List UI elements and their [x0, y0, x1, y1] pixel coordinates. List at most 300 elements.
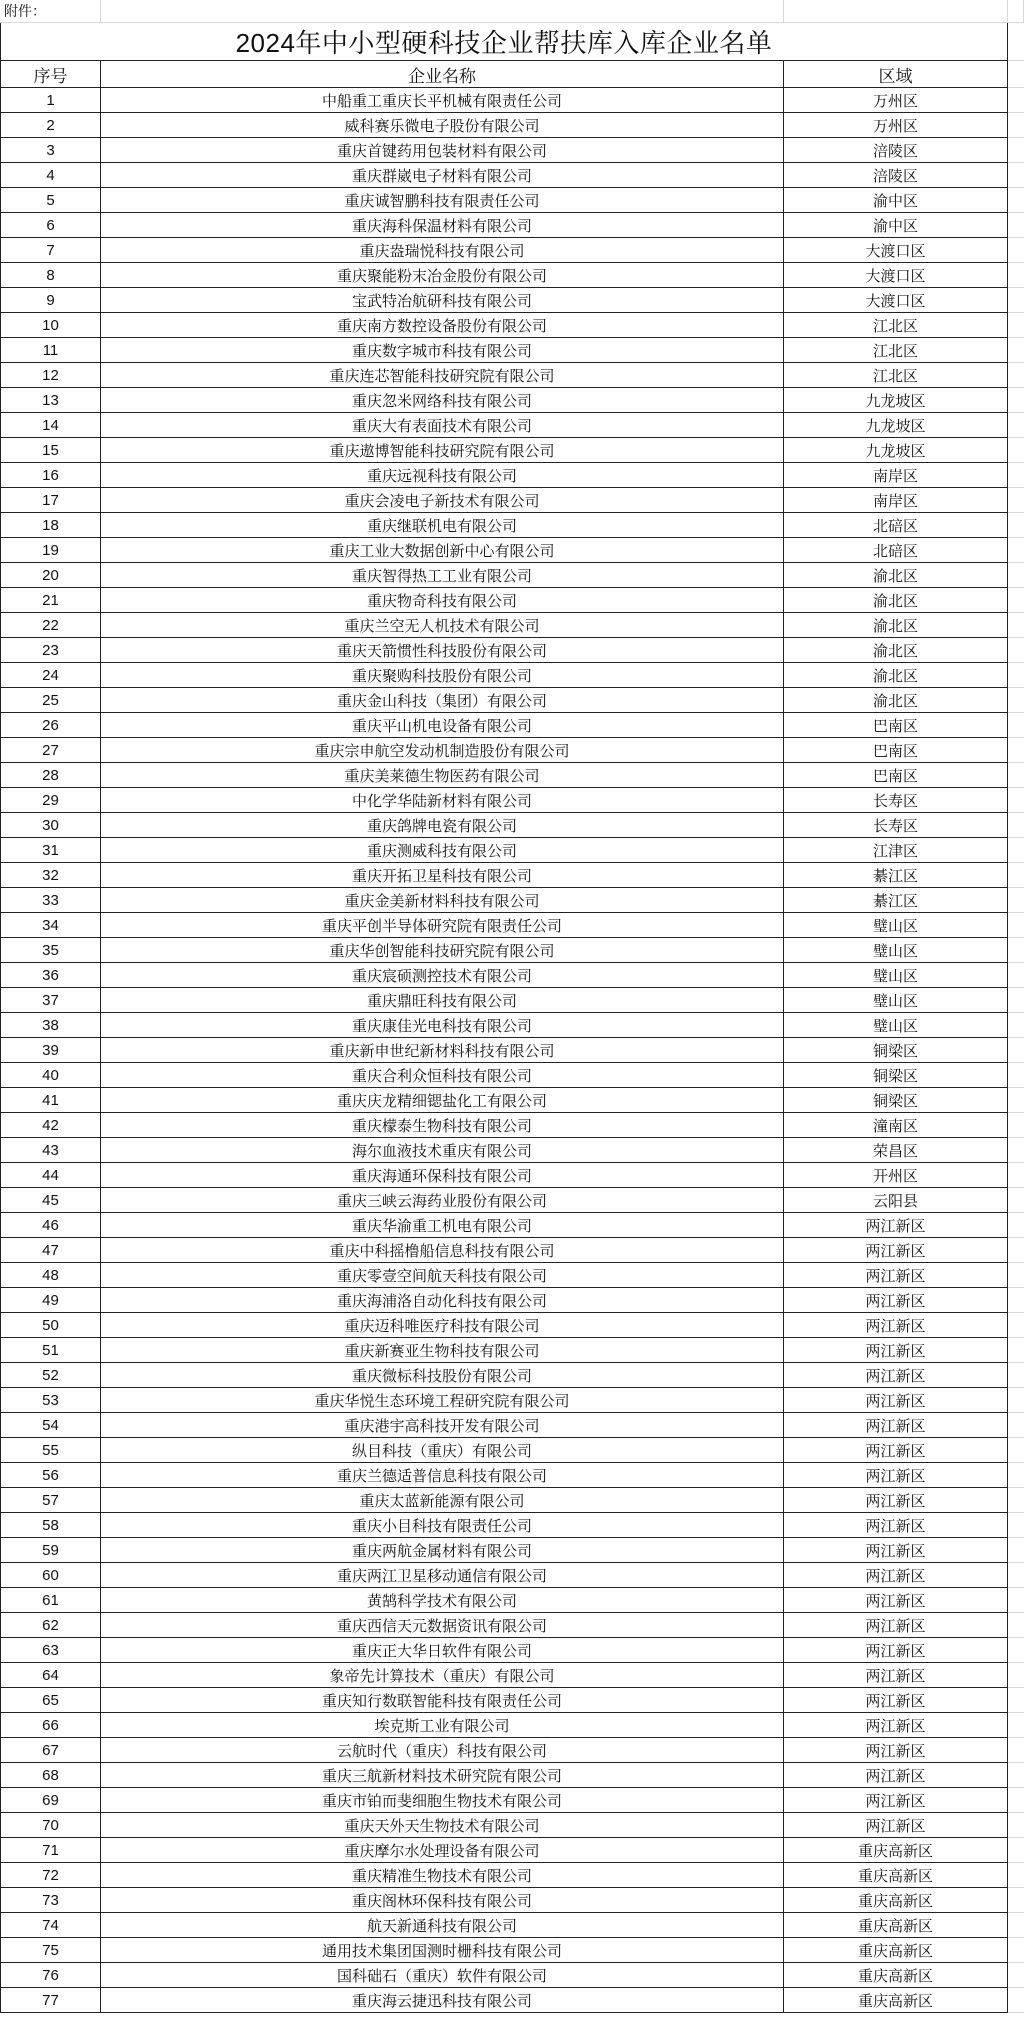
table-row: [0, 288, 1024, 313]
region-cell: 两江新区: [784, 1688, 1008, 1713]
company-name-cell: 重庆康佳光电科技有限公司: [101, 1013, 784, 1038]
table-row: [0, 888, 1024, 913]
company-name-cell: 重庆会凌电子新技术有限公司: [101, 488, 784, 513]
table-row: [0, 1738, 1024, 1763]
company-name-cell: 重庆三峡云海药业股份有限公司: [101, 1188, 784, 1213]
row-number-cell: 18: [0, 513, 101, 538]
attachment-label: 附件：: [0, 0, 101, 23]
empty-cell: [1008, 888, 1024, 913]
row-number-cell: 31: [0, 838, 101, 863]
row-number-cell: 34: [0, 913, 101, 938]
empty-cell: [1008, 538, 1024, 563]
row-number-cell: 26: [0, 713, 101, 738]
region-cell: 九龙坡区: [784, 413, 1008, 438]
company-name-cell: 重庆忽米网络科技有限公司: [101, 388, 784, 413]
region-cell: 两江新区: [784, 1363, 1008, 1388]
row-number-cell: 69: [0, 1788, 101, 1813]
table-row: [0, 1413, 1024, 1438]
row-number-cell: 76: [0, 1963, 101, 1988]
company-name-cell: 威科赛乐微电子股份有限公司: [101, 113, 784, 138]
company-name-cell: 重庆群崴电子材料有限公司: [101, 163, 784, 188]
empty-cell: [1008, 938, 1024, 963]
region-cell: 渝中区: [784, 213, 1008, 238]
table-row: [0, 1163, 1024, 1188]
table-row: [0, 1838, 1024, 1863]
empty-cell: [1008, 738, 1024, 763]
region-cell: 江北区: [784, 363, 1008, 388]
empty-cell: [1008, 1538, 1024, 1563]
region-cell: 渝北区: [784, 688, 1008, 713]
empty-cell: [1008, 188, 1024, 213]
company-name-cell: 重庆零壹空间航天科技有限公司: [101, 1263, 784, 1288]
table-row: [0, 313, 1024, 338]
row-number-cell: 16: [0, 463, 101, 488]
region-cell: 重庆高新区: [784, 1913, 1008, 1938]
empty-cell: [1008, 588, 1024, 613]
table-row: [0, 1438, 1024, 1463]
row-number-cell: 5: [0, 188, 101, 213]
empty-cell: [1008, 238, 1024, 263]
company-name-cell: 重庆远视科技有限公司: [101, 463, 784, 488]
empty-cell: [1008, 988, 1024, 1013]
region-cell: 两江新区: [784, 1513, 1008, 1538]
company-name-cell: 重庆新赛亚生物科技有限公司: [101, 1338, 784, 1363]
empty-cell: [1008, 813, 1024, 838]
row-number-cell: 77: [0, 1988, 101, 2013]
company-name-cell: 重庆鸽牌电瓷有限公司: [101, 813, 784, 838]
empty-cell: [1008, 1163, 1024, 1188]
table-row: [0, 513, 1024, 538]
row-number-cell: 27: [0, 738, 101, 763]
empty-cell: [1008, 913, 1024, 938]
company-name-cell: 重庆大有表面技术有限公司: [101, 413, 784, 438]
region-cell: 两江新区: [784, 1288, 1008, 1313]
empty-cell: [1008, 163, 1024, 188]
empty-cell: [1008, 963, 1024, 988]
empty-cell: [1008, 23, 1024, 61]
region-cell: 綦江区: [784, 888, 1008, 913]
region-cell: 渝北区: [784, 563, 1008, 588]
empty-cell: [1008, 1288, 1024, 1313]
row-number-cell: 1: [0, 88, 101, 113]
company-name-cell: 重庆两航金属材料有限公司: [101, 1538, 784, 1563]
company-name-cell: 云航时代（重庆）科技有限公司: [101, 1738, 784, 1763]
company-name-cell: 重庆工业大数据创新中心有限公司: [101, 538, 784, 563]
table-row: [0, 1563, 1024, 1588]
table-row: [0, 388, 1024, 413]
company-name-cell: 重庆宸硕测控技术有限公司: [101, 963, 784, 988]
empty-cell: [1008, 1013, 1024, 1038]
table-row: [0, 488, 1024, 513]
region-cell: 两江新区: [784, 1538, 1008, 1563]
company-name-cell: 重庆兰空无人机技术有限公司: [101, 613, 784, 638]
row-number-cell: 58: [0, 1513, 101, 1538]
row-number-cell: 46: [0, 1213, 101, 1238]
region-cell: 两江新区: [784, 1338, 1008, 1363]
company-name-cell: 重庆美莱德生物医药有限公司: [101, 763, 784, 788]
table-row: [0, 1988, 1024, 2013]
table-row: [0, 413, 1024, 438]
region-cell: 荣昌区: [784, 1138, 1008, 1163]
region-cell: 两江新区: [784, 1413, 1008, 1438]
company-name-cell: 重庆测威科技有限公司: [101, 838, 784, 863]
row-number-cell: 29: [0, 788, 101, 813]
row-number-cell: 60: [0, 1563, 101, 1588]
row-number-cell: 51: [0, 1338, 101, 1363]
empty-cell: [1008, 1438, 1024, 1463]
table-row: [0, 1088, 1024, 1113]
table-row: [0, 863, 1024, 888]
empty-cell: [1008, 1563, 1024, 1588]
table-row: [0, 1513, 1024, 1538]
row-number-cell: 55: [0, 1438, 101, 1463]
empty-cell: [1008, 1138, 1024, 1163]
region-cell: 重庆高新区: [784, 1988, 1008, 2013]
company-name-cell: 重庆两江卫星移动通信有限公司: [101, 1563, 784, 1588]
empty-cell: [1008, 663, 1024, 688]
region-cell: 渝北区: [784, 638, 1008, 663]
table-row: [0, 1913, 1024, 1938]
region-cell: 涪陵区: [784, 163, 1008, 188]
row-number-cell: 42: [0, 1113, 101, 1138]
region-cell: 璧山区: [784, 913, 1008, 938]
region-cell: 两江新区: [784, 1388, 1008, 1413]
region-cell: 两江新区: [784, 1238, 1008, 1263]
company-name-cell: 重庆物奇科技有限公司: [101, 588, 784, 613]
company-name-cell: 重庆檬泰生物科技有限公司: [101, 1113, 784, 1138]
empty-cell: [1008, 688, 1024, 713]
company-name-cell: 重庆海通环保科技有限公司: [101, 1163, 784, 1188]
attachment-row: [0, 0, 1024, 23]
table-row: [0, 613, 1024, 638]
region-cell: 江北区: [784, 338, 1008, 363]
row-number-cell: 56: [0, 1463, 101, 1488]
company-name-cell: 重庆宗申航空发动机制造股份有限公司: [101, 738, 784, 763]
company-name-cell: 纵目科技（重庆）有限公司: [101, 1438, 784, 1463]
empty-cell: [1008, 213, 1024, 238]
table-row: [0, 813, 1024, 838]
region-cell: 铜梁区: [784, 1063, 1008, 1088]
empty-cell: [1008, 438, 1024, 463]
table-row: [0, 1638, 1024, 1663]
row-number-cell: 19: [0, 538, 101, 563]
company-name-cell: 重庆海云捷迅科技有限公司: [101, 1988, 784, 2013]
row-number-cell: 21: [0, 588, 101, 613]
empty-cell: [1008, 1313, 1024, 1338]
row-number-cell: 32: [0, 863, 101, 888]
row-number-cell: 10: [0, 313, 101, 338]
company-name-cell: 海尔血液技术重庆有限公司: [101, 1138, 784, 1163]
region-cell: 璧山区: [784, 938, 1008, 963]
region-cell: 两江新区: [784, 1813, 1008, 1838]
region-cell: 重庆高新区: [784, 1938, 1008, 1963]
table-row: [0, 1488, 1024, 1513]
region-cell: 璧山区: [784, 963, 1008, 988]
row-number-cell: 74: [0, 1913, 101, 1938]
header-index: 序号: [0, 61, 101, 88]
row-number-cell: 25: [0, 688, 101, 713]
row-number-cell: 65: [0, 1688, 101, 1713]
row-number-cell: 8: [0, 263, 101, 288]
company-name-cell: 重庆精准生物技术有限公司: [101, 1863, 784, 1888]
region-cell: 两江新区: [784, 1663, 1008, 1688]
row-number-cell: 40: [0, 1063, 101, 1088]
company-name-cell: 重庆海浦洛自动化科技有限公司: [101, 1288, 784, 1313]
company-name-cell: 通用技术集团国测时栅科技有限公司: [101, 1938, 784, 1963]
company-name-cell: 重庆三航新材料技术研究院有限公司: [101, 1763, 784, 1788]
table-row: [0, 113, 1024, 138]
region-cell: 北碚区: [784, 513, 1008, 538]
empty-cell: [1008, 288, 1024, 313]
region-cell: 万州区: [784, 113, 1008, 138]
empty-cell: [1008, 1888, 1024, 1913]
row-number-cell: 71: [0, 1838, 101, 1863]
region-cell: 长寿区: [784, 813, 1008, 838]
empty-cell: [1008, 1988, 1024, 2013]
company-name-cell: 重庆合利众恒科技有限公司: [101, 1063, 784, 1088]
table-row: [0, 1063, 1024, 1088]
empty-cell: [1008, 1863, 1024, 1888]
row-number-cell: 17: [0, 488, 101, 513]
table-row: [0, 788, 1024, 813]
region-cell: 两江新区: [784, 1263, 1008, 1288]
company-name-cell: 重庆港宇高科技开发有限公司: [101, 1413, 784, 1438]
table-row: [0, 88, 1024, 113]
row-number-cell: 11: [0, 338, 101, 363]
table-row: [0, 1813, 1024, 1838]
table-row: [0, 1588, 1024, 1613]
company-name-cell: 重庆金山科技（集团）有限公司: [101, 688, 784, 713]
company-name-cell: 重庆天箭惯性科技股份有限公司: [101, 638, 784, 663]
row-number-cell: 36: [0, 963, 101, 988]
company-name-cell: 重庆智得热工工业有限公司: [101, 563, 784, 588]
empty-cell: [1008, 1813, 1024, 1838]
table-row: [0, 713, 1024, 738]
row-number-cell: 6: [0, 213, 101, 238]
row-number-cell: 52: [0, 1363, 101, 1388]
empty-cell: [1008, 638, 1024, 663]
company-name-cell: 国科础石（重庆）软件有限公司: [101, 1963, 784, 1988]
region-cell: 重庆高新区: [784, 1863, 1008, 1888]
empty-cell: [1008, 488, 1024, 513]
empty-cell: [1008, 138, 1024, 163]
empty-cell: [1008, 88, 1024, 113]
region-cell: 渝中区: [784, 188, 1008, 213]
company-name-cell: 中船重工重庆长平机械有限责任公司: [101, 88, 784, 113]
row-number-cell: 68: [0, 1763, 101, 1788]
table-row: [0, 1613, 1024, 1638]
empty-cell: [1008, 1363, 1024, 1388]
empty-cell: [1008, 1763, 1024, 1788]
company-name-cell: 重庆小目科技有限责任公司: [101, 1513, 784, 1538]
company-name-cell: 重庆迈科唯医疗科技有限公司: [101, 1313, 784, 1338]
empty-cell: [1008, 1038, 1024, 1063]
table-row: [0, 138, 1024, 163]
company-name-cell: 重庆连芯智能科技研究院有限公司: [101, 363, 784, 388]
row-number-cell: 50: [0, 1313, 101, 1338]
company-name-cell: 中化学华陆新材料有限公司: [101, 788, 784, 813]
company-name-cell: 重庆新申世纪新材料科技有限公司: [101, 1038, 784, 1063]
empty-cell: [1008, 1788, 1024, 1813]
row-number-cell: 30: [0, 813, 101, 838]
company-name-cell: 重庆聚购科技股份有限公司: [101, 663, 784, 688]
empty-cell: [1008, 1938, 1024, 1963]
table-row: [0, 1138, 1024, 1163]
region-cell: 南岸区: [784, 463, 1008, 488]
empty-cell: [1008, 1213, 1024, 1238]
row-number-cell: 28: [0, 763, 101, 788]
empty-cell: [1008, 388, 1024, 413]
row-number-cell: 62: [0, 1613, 101, 1638]
row-number-cell: 33: [0, 888, 101, 913]
row-number-cell: 38: [0, 1013, 101, 1038]
row-number-cell: 61: [0, 1588, 101, 1613]
empty-cell: [1008, 1613, 1024, 1638]
table-row: [0, 1188, 1024, 1213]
table-row: [0, 463, 1024, 488]
empty-cell: [1008, 413, 1024, 438]
row-number-cell: 9: [0, 288, 101, 313]
table-row: [0, 738, 1024, 763]
region-cell: 重庆高新区: [784, 1838, 1008, 1863]
empty-cell: [1008, 1413, 1024, 1438]
row-number-cell: 23: [0, 638, 101, 663]
region-cell: 潼南区: [784, 1113, 1008, 1138]
company-name-cell: 重庆中科摇橹船信息科技有限公司: [101, 1238, 784, 1263]
document-title: 2024年中小型硬科技企业帮扶库入库企业名单: [0, 23, 1008, 61]
region-cell: 大渡口区: [784, 263, 1008, 288]
table-row: [0, 1288, 1024, 1313]
row-number-cell: 24: [0, 663, 101, 688]
region-cell: 大渡口区: [784, 238, 1008, 263]
row-number-cell: 63: [0, 1638, 101, 1663]
empty-cell: [1008, 61, 1024, 88]
empty-cell: [1008, 363, 1024, 388]
region-cell: 两江新区: [784, 1463, 1008, 1488]
empty-cell: [1008, 0, 1024, 23]
table-row: [0, 1038, 1024, 1063]
table-row: [0, 213, 1024, 238]
company-name-cell: 航天新通科技有限公司: [101, 1913, 784, 1938]
header-company-name: 企业名称: [101, 61, 784, 88]
row-number-cell: 67: [0, 1738, 101, 1763]
company-name-cell: 重庆华悦生态环境工程研究院有限公司: [101, 1388, 784, 1413]
company-name-cell: 重庆鼎旺科技有限公司: [101, 988, 784, 1013]
region-cell: 渝北区: [784, 663, 1008, 688]
title-row: [0, 23, 1024, 61]
table-row: [0, 1363, 1024, 1388]
empty-cell: [1008, 1188, 1024, 1213]
company-name-cell: 重庆诚智鹏科技有限责任公司: [101, 188, 784, 213]
company-name-cell: 重庆海科保温材料有限公司: [101, 213, 784, 238]
table-row: [0, 363, 1024, 388]
table-row: [0, 1013, 1024, 1038]
row-number-cell: 47: [0, 1238, 101, 1263]
table-row: [0, 1663, 1024, 1688]
table-row: [0, 938, 1024, 963]
company-name-cell: 重庆阁林环保科技有限公司: [101, 1888, 784, 1913]
region-cell: 北碚区: [784, 538, 1008, 563]
region-cell: 璧山区: [784, 1013, 1008, 1038]
empty-cell: [1008, 1738, 1024, 1763]
table-row: [0, 1788, 1024, 1813]
company-name-cell: 重庆盎瑞悦科技有限公司: [101, 238, 784, 263]
row-number-cell: 15: [0, 438, 101, 463]
table-row: [0, 663, 1024, 688]
table-row: [0, 1938, 1024, 1963]
region-cell: 重庆高新区: [784, 1963, 1008, 1988]
empty-cell: [1008, 863, 1024, 888]
empty-cell: [1008, 713, 1024, 738]
region-cell: 两江新区: [784, 1613, 1008, 1638]
empty-cell: [1008, 1388, 1024, 1413]
table-row: [0, 1763, 1024, 1788]
region-cell: 渝北区: [784, 588, 1008, 613]
row-number-cell: 13: [0, 388, 101, 413]
row-number-cell: 54: [0, 1413, 101, 1438]
empty-cell: [101, 0, 784, 23]
company-name-cell: 重庆华渝重工机电有限公司: [101, 1213, 784, 1238]
empty-cell: [1008, 1838, 1024, 1863]
row-number-cell: 45: [0, 1188, 101, 1213]
table-row: [0, 1388, 1024, 1413]
region-cell: 綦江区: [784, 863, 1008, 888]
table-row: [0, 338, 1024, 363]
region-cell: 长寿区: [784, 788, 1008, 813]
empty-cell: [1008, 1113, 1024, 1138]
empty-cell: [1008, 838, 1024, 863]
region-cell: 渝北区: [784, 613, 1008, 638]
empty-cell: [1008, 1513, 1024, 1538]
row-number-cell: 4: [0, 163, 101, 188]
empty-cell: [1008, 1963, 1024, 1988]
empty-cell: [1008, 563, 1024, 588]
region-cell: 开州区: [784, 1163, 1008, 1188]
region-cell: 两江新区: [784, 1313, 1008, 1338]
company-name-cell: 重庆聚能粉末冶金股份有限公司: [101, 263, 784, 288]
empty-cell: [1008, 313, 1024, 338]
region-cell: 铜梁区: [784, 1088, 1008, 1113]
company-name-cell: 重庆太蓝新能源有限公司: [101, 1488, 784, 1513]
company-name-cell: 象帝先计算技术（重庆）有限公司: [101, 1663, 784, 1688]
company-name-cell: 埃克斯工业有限公司: [101, 1713, 784, 1738]
row-number-cell: 22: [0, 613, 101, 638]
row-number-cell: 44: [0, 1163, 101, 1188]
row-number-cell: 3: [0, 138, 101, 163]
row-number-cell: 59: [0, 1538, 101, 1563]
table-row: [0, 1538, 1024, 1563]
table-row: [0, 1713, 1024, 1738]
table-row: [0, 1863, 1024, 1888]
region-cell: 九龙坡区: [784, 438, 1008, 463]
row-number-cell: 48: [0, 1263, 101, 1288]
region-cell: 江津区: [784, 838, 1008, 863]
empty-cell: [1008, 1913, 1024, 1938]
row-number-cell: 43: [0, 1138, 101, 1163]
region-cell: 重庆高新区: [784, 1888, 1008, 1913]
table-row: [0, 988, 1024, 1013]
table-row: [0, 913, 1024, 938]
company-name-cell: 重庆摩尔水处理设备有限公司: [101, 1838, 784, 1863]
company-name-cell: 重庆正大华日软件有限公司: [101, 1638, 784, 1663]
region-cell: 两江新区: [784, 1488, 1008, 1513]
table-row: [0, 688, 1024, 713]
company-name-cell: 重庆数字城市科技有限公司: [101, 338, 784, 363]
company-name-cell: 重庆金美新材料科技有限公司: [101, 888, 784, 913]
company-name-cell: 宝武特冶航研科技有限公司: [101, 288, 784, 313]
row-number-cell: 72: [0, 1863, 101, 1888]
table-row: [0, 1888, 1024, 1913]
